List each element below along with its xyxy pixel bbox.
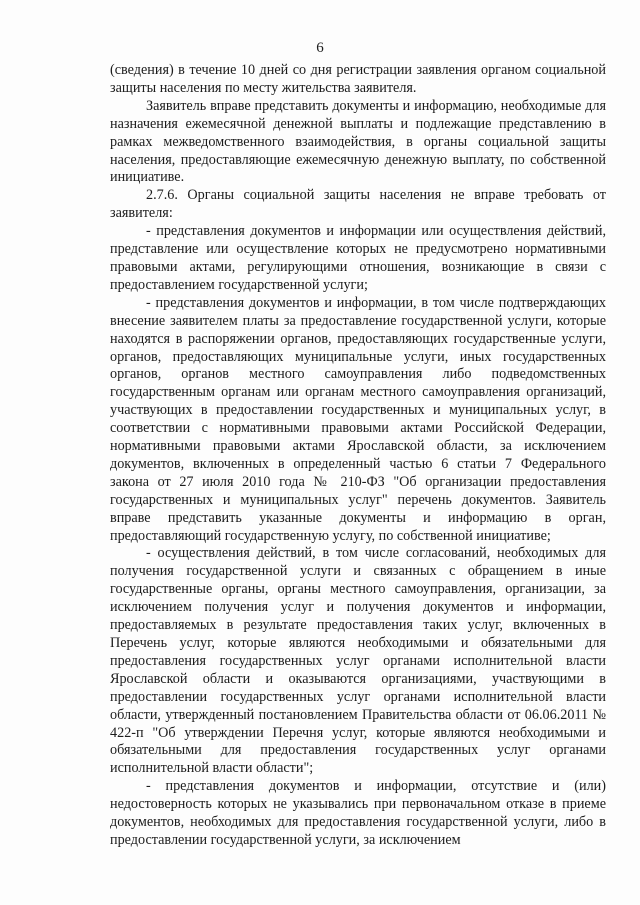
list-item-documents-unreliable: - представления документов и информации, отсутствие и (или) недостоверность которых не указывались при первоначальном отказе в приеме документов, необходимых для предоставления государственной услуги, либо в предоставлении государственной услуги, за исключением [110, 778, 606, 848]
list-item-actions-approvals: - осуществления действий, в том числе согласований, необходимых для получения государственной услуги и связанных с обращением в иные государственные органы, органы местного самоуправления, организации, за исключением получения услуг и получения документов и информации, предоставляемых в результате предоставления таких услуг, включенных в Перечень услуг, которые являются необходимыми и обязательными для предоставления государственных услуг органами исполнительной власти Ярославской области и оказываются организациями, участвующими в предоставлении государственных услуг органами исполнительной власти области, утвержденный постановлением Правительства области от 06.06.2011 № 422-п "Об утверждении Перечня услуг, которые являются необходимыми и обязательными для предоставления государственных услуг органами исполнительной власти области"; [110, 545, 606, 777]
paragraph-section-2-7-6: 2.7.6. Органы социальной защиты населения не вправе требовать от заявителя: [110, 187, 606, 222]
paragraph-continuation: (сведения) в течение 10 дней со дня регистрации заявления органом социальной защиты населения по месту жительства заявителя. [110, 62, 606, 96]
page-number: 6 [316, 40, 324, 56]
list-item-documents-actions: - представления документов и информации или осуществления действий, представление или осуществление которых не предусмотрено нормативными правовыми актами, регулирующими отношения, возникающие в связи с предоставлением государственной услуги; [110, 223, 606, 293]
document-body [110, 62, 606, 850]
paragraph-applicant-right: Заявитель вправе представить документы и информацию, необходимые для назначения ежемесячной денежной выплаты и подлежащие представлению в рамках межведомственного взаимодействия, в органы социальной защиты населения, предоставляющие ежемесячную денежную выплату, по собственной инициативе. [110, 97, 606, 186]
list-item-documents-info: - представления документов и информации, в том числе подтверждающих внесение заявителем платы за предоставление государственной услуги, которые находятся в распоряжении органов, предоставляющих государственные услуги, органов, предоставляющих муниципальные услуги, иных государственных органов, органов местного самоуправления либо подведомственных государственным органам или органам местного самоуправления организаций, участвующих в предоставлении государственных и муниципальных услуг, в соответствии с нормативными правовыми актами Российской Федерации, нормативными правовыми актами Ярославской области, за исключением документов, включенных в определенный частью 6 статьи 7 Федерального закона от 27 июля 2010 года № 210-ФЗ "Об организации предоставления государственных и муниципальных услуг" перечень документов. Заявитель вправе представить указанные документы и информацию в орган, предоставляющий государственную услугу, по собственной инициативе; [110, 294, 606, 544]
